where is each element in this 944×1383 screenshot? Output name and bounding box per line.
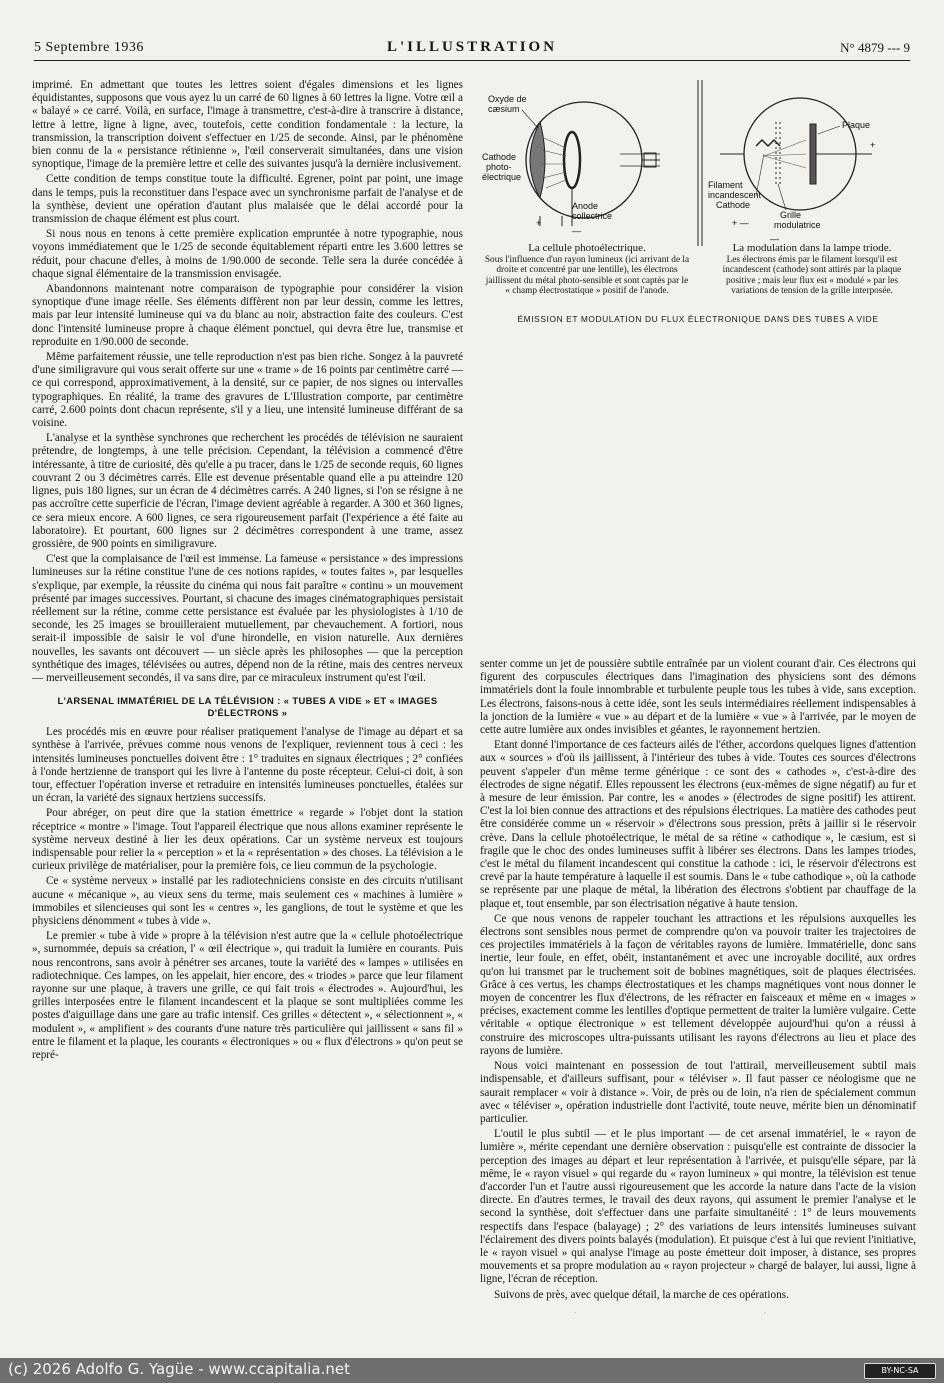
label-grille: Grille — [780, 210, 802, 220]
paragraph: C'est que la complaisance de l'œil est immense. La fameuse « persistance » des impressions lumineuses sur la rétine constitue l'une de ces notions rapides, « toutes faites », par lesquelles s'explique, par exemple, la réussite du cinéma qui nous fait paraître « continu » un mouvement présenté par images successives. Pourtant, si chacune des images cinématographiques persistait réellement sur la rétine, comme cette persistance est évaluée par les physiologistes à 1/10 de seconde, les 25 images se brouilleraient mutuellement, par chevauchement. A fortiori, nous serait-il impossible de saisir le vol d'une hirondelle, en vision naturelle. Aux dernières nouvelles, les savants ont découvert — un siècle après les philosophes — que la perception synthétique des images, télévisées ou autres, dépend non de la rétine, mais des centres nerveux — merveilleusement secondés, il va sans dire, par ce miraculeux instrument qu'est l'œil. — [32, 553, 463, 684]
vacuum-tube-diagrams — [480, 76, 916, 252]
photoelectric-cell-illustration — [482, 94, 660, 236]
paragraph: Etant donné l'importance de ces facteurs ailés de l'éther, accordons quelques lignes d'attention aux « sources » d'où ils jaillissent, à l'intérieur des tubes à vide. Toutes ces sources d'électrons peuvent s'appeler d'un même terme générique : ce sont des « cathodes », c'est-à-dire des électrodes de signe négatif. Elles repoussent les électrons (eux-mêmes de signe négatif) au fur et à mesure de leur émission. Par contre, les « anodes » (électrodes de signe positif) les attirent. C'est la loi bien connue des attractions et des répulsions électriques. La matière des cathodes peut être considérée comme un « réservoir » d'électrons sous pression, prêts à jaillir si le réservoir crève. Dans la cellule photoélectrique, le métal de sa rétine « cathodique », le cæsium, est si fragile que le choc des ondes lumineuses suffit à libérer ses électrons. Dans les lampes triodes, c'est le métal du filament incandescent qui constitue la cathode : ici, le réservoir d'électrons est crevé par la haute température à laquelle il est soumis. Dans le « tube cathodique », où la cathode se représente par une plaque de métal, la libération des électrons s'obtient par chauffage de la plaque et, tout ensemble, par son électrisation négative à haute tension. — [480, 739, 916, 910]
copyright-text: (c) 2026 Adolfo G. Yagüe - www.ccapitalia.net — [8, 1360, 350, 1378]
paragraph: Les procédés mis en œuvre pour réaliser pratiquement l'analyse de l'image au départ et sa synthèse à l'arrivée, prévues comme nous venons de l'expliquer, reviennent tous à ceci : les intensités lumineuses ponctuelles doivent être : 1° traduites en signaux électriques ; 2° confiées à l'onde hertzienne de transport qui les livre à l'antenne du poste récepteur. Celui-ci doit, à son tour, effectuer l'opération inverse et retraduire en intensités lumineuses ponctuelles, étalées sur un écran, la variété des signaux hertziens successifs. — [32, 726, 463, 805]
caption-text: Sous l'influence d'un rayon lumineux (ici arrivant de la droite et concentré par une lentille), les électrons jaillissent du métal photo-sensible et sont captés par le « champ électrostatique » positif de l'anode. — [484, 255, 690, 297]
paragraph: Cette condition de temps constitue toute la difficulté. Egrener, point par point, une image dans le temps, puis la reconstituer dans l'espace avec un synchronisme parfait de l'analyse et de la synthèse, devient une opération d'autant plus malaisée que le délai accordé pour la transmission de chaque élément est plus court. — [32, 173, 463, 226]
label-anode-2: collectrice — [572, 211, 613, 221]
left-column — [32, 79, 463, 1309]
plus-sign-plaque: + — [870, 140, 876, 150]
section-title-arsenal: L'ARSENAL IMMATÉRIEL DE LA TÉLÉVISION : « TUBES A VIDE » ET « IMAGES D'ÉLECTRONS » — [57, 695, 438, 719]
figure-title: ÉMISSION ET MODULATION DU FLUX ÉLECTRONIQUE DANS DES TUBES A VIDE — [517, 314, 879, 324]
paragraph: Le premier « tube à vide » propre à la télévision n'est autre que la « cellule photoélectrique », surnommée, depuis sa création, l' « œil électrique », qui traduit la lumière en courants. Puis nous rencontrons, sans avoir à pénétrer ses arcanes, toute la variété des « lampes » utilisées en radiotechnique. Ces lampes, on les appelait, hier encore, des « triodes » parce que leur filament rayonne sur une plaque, à travers une grille, ce qui fait trois « électrodes ». Aujourd'hui, les grilles interposées entre le filament incandescent et la plaque se sont multipliées comme les postes d'aiguillage dans une gare au trafic intensif. Ces grilles « détectent », « sélectionnent », « modulent », « amplifient » des courants d'une nature très particulière qui jaillissent « sans fil » entre le filament et la plaque, les courants « électroniques » ou « flux d'électrons » qu'on peut se repré- — [32, 930, 463, 1062]
paragraph: Suivons de près, avec quelque détail, la marche de ces opérations. — [494, 1288, 789, 1301]
paragraph: Ce « système nerveux » installé par les radiotechniciens consiste en des circuits n'utilisant aucune « mécanique », au vieux sens du terme, mais seulement ces « machines à lumière » immobiles et silencieuses qui sont les « centres », les ganglions, de tout le système et que les physiciens dénomment « tubes à vide ». — [32, 875, 463, 927]
right-column — [480, 658, 916, 1313]
paragraph: Pour abréger, on peut dire que la station émettrice « regarde » l'objet dont la station réceptrice « montre » l'image. Tout l'appareil électrique que nous allons examiner représente le système nerveux destiné à lier les deux opérations. Car un système nerveux est toujours indispensable pour relier la « perception » et la « représentation » des choses. La télévision a le curieux privilège de matérialiser, pour la première fois, ce lieu commun de la psychologie. — [32, 807, 463, 873]
section-title-emission — [480, 1312, 916, 1313]
paragraph: Ce que nous venons de rappeler touchant les attractions et les répulsions auxquelles les électrons sont sensibles nous permet de comprendre qu'on va pouvoir traiter les trajectoires de ces projectiles immatériels à la façon de véritables rayons de lumière. Immatérielle, donc sans inertie, leur foule, en effet, obéit, instantanément et avec une incroyable docilité, aux ordres qu'on lui transmet par le truchement soit de bobines magnétiques, soit de plaques électrisées. Grâce à ces vertus, les champs électrostatiques et les champs magnétiques vont nous donner le moyen de concentrer les flux d'électrons, de les réfracter en faisceaux et même en « images » précises, exactement comme les lentilles d'optique permettent de traiter la lumière vulgaire. Cette véritable « optique électronique » est tellement développée aujourd'hui qu'on a réussi à construire des microscopes ultra-puissants utilisant les rayons d'électrons au lieu et place des rayons de lumière. — [480, 912, 916, 1057]
label-cathode-photo-3: électrique — [482, 172, 522, 182]
plusminus-sign: + — — [732, 218, 749, 228]
page-number: N° 4879 --- 9 — [840, 40, 910, 55]
caption-title: La modulation dans la lampe triode. — [732, 242, 892, 254]
caption-photoelectric-cell — [484, 242, 690, 297]
label-filament-2: incandescent — [708, 190, 762, 200]
plus-sign: — — [572, 226, 581, 236]
paragraph: imprimé. En admettant que toutes les lettres soient d'égales dimensions et les lignes équidistantes, supposons que vous ayez lu un carré de 60 lignes à 60 lettres la ligne. Votre œil a « balayé » ce carré. Voilà, en surface, l'image à transmettre, c'est-à-dire à transcrire à distance, lettre à lettre, ligne à ligne, avec, toutefois, cette condition fondamentale : la lecture, la transmission, la transcription doivent s'effectuer en 1/25 de seconde. Ainsi, par le phénomène bien connu de la « persistance rétinienne », l'œil conserverait simultanées, dans une vision synoptique, l'image de la première lettre et celle des suivantes jusqu'à la dernière inclusivement. — [32, 79, 463, 171]
cc-license-badge: BY-NC-SA — [864, 1363, 936, 1379]
paragraph: Nous voici maintenant en possession de tout l'attirail, merveilleusement subtil mais indispensable, et d'ailleurs suffisant, pour « téléviser ». Il faut passer ce néologisme que ne saurait remplacer « voir à distance ». Voir, de près ou de loin, n'a rien de spécialement commun avec « téléviser », opération industrielle dont l'activité, toute neuve, mérite bien un dénominatif particulier. — [480, 1060, 916, 1125]
label-cathode-photo: Cathode — [482, 152, 517, 162]
copyright-footer — [0, 1358, 944, 1383]
triode-lamp-illustration — [708, 98, 875, 244]
label-plaque: Plaque — [842, 120, 871, 130]
tube-diagram-figure — [480, 76, 916, 328]
label-filament-3: Cathode — [716, 200, 751, 210]
label-filament: Filament — [708, 180, 743, 190]
label-cathode-photo-2: photo- — [486, 162, 512, 172]
paragraph: senter comme un jet de poussière subtile entraînée par un violent courant d'air. Ces électrons qui figurent des corpuscules électriques dans l'imagination des physiciens sont des démons immatériels dont la foule innombrable et turbulente peuple tous les tubes à vide, sans exception. Les électrons, faisons-nous à cette idée, sont les seuls intermédiaires réellement indispensables à la jonction de la lumière « vue » au départ et de la lumière « vue » à l'arrivée, par le moyen de cette autre lumière aux ondes invisibles et géantes, le rayonnement hertzien. — [480, 658, 916, 737]
caption-title: La cellule photoélectrique. — [528, 242, 646, 254]
label-caesium: cæsium — [488, 104, 520, 114]
paragraph: L'analyse et la synthèse synchrones que recherchent les procédés de télévision ne sauraient prétendre, de longtemps, à une telle précision. Cependant, la télévision a commencé d'être intéressante, à titre de curiosité, dès qu'elle a pu tracer, dans le 1/25 de seconde requis, 60 lignes couvrant 2 ou 3 décimètres carrés. Elle est devenue présentable quand elle a pu atteindre 120 lignes, puis 180 lignes, sur un écran de 4 décimètres carrés. A 240 lignes, si l'on se résigne à ne pas accroître cette superficie de l'écran, l'image devient agréable à regarder. A 300 et 360 lignes, ce sera mieux encore. A 600 lignes, ce sera rigoureusement parfait (l'expérience a été faite au laboratoire). Et pourtant, 600 lignes sur 2 décimètres correspondent à une trame, assez grossière, de 900 points en similigravure. — [32, 432, 463, 550]
paragraph: Même parfaitement réussie, une telle reproduction n'est pas bien riche. Songez à la pauvreté d'une similigravure qui vous serait offerte sur une « trame » de 16 points par centimètre carré — ce qui correspond, approximativement, à la densité, sur ce papier, de nos signes ou intervalles typographiques. En réalité, la trame des gravures de L'Illustration comporte, par centimètre carré, 2.600 points dont chacun représente, s'il y a lieu, une intensité lumineuse différant de sa voisine. — [32, 351, 463, 430]
label-oxyde: Oxyde de — [488, 94, 527, 104]
page-header — [34, 40, 910, 61]
label-anode: Anode — [572, 201, 599, 211]
paragraph: L'outil le plus subtil — et le plus important — de cet arsenal immatériel, le « rayon de lumière », mérite cependant une dernière observation : puisqu'elle est contrainte de dissocier la perception des images au départ et leur représentation à l'arrivée, et puisqu'elle sépare, par là même, le « rayon visuel » qui regarde du « rayon lumineux » qui montre, la télévision est tenue d'accorder l'un et l'autre aussi rigoureusement que les accorde la nature dans l'acte de la vision directe. En d'autres termes, le travail des deux rayons, qui assument le premier l'analyse et le second la synthèse, doit s'effectuer dans une parfaite simultanéité : 1° de leurs mouvements respectifs dans l'espace (balayage) ; 2° des variations de leurs intensités lumineuses suivant l'éclairement des divers points balayés (modulation). Et puisque c'est à lui que revient l'initiative, le « rayon visuel » qui analyse l'image au poste émetteur doit imposer, à distance, ses propres mouvements et sa propre modulation au « rayon projecteur » chargé de balayer, lui aussi, ligne à ligne, l'écran de réception. — [480, 1128, 916, 1286]
paragraph: Abandonnons maintenant notre comparaison de typographie pour considérer la vision synoptique d'une image réelle. Ses éléments diffèrent non par leur dessin, comme les lettres, mais par leur intensité lumineuse qui va du blanc au noir, abstraction faite des couleurs. C'est donc l'intensité lumineuse propre à chaque élément ponctuel, qui devra être lue, transmise et reproduite en 1/90.000 de seconde. — [32, 283, 463, 348]
paragraph: Si nous nous en tenons à cette première explication empruntée à notre typographie, nous voyons immédiatement que le 1/25 de seconde équitablement réparti entre les 3.600 lettres se réduit, pour chacune d'elles, à moins de 1/90.000 de seconde. Telle sera la durée concédée à chaque signal élémentaire de la transmission envisagée. — [32, 228, 463, 280]
minus-sign-grille: — — [770, 234, 779, 244]
caption-text: Les électrons émis par le filament lorsqu'il est incandescent (cathode) sont attirés par la plaque positive ; mais leur flux est « modulé » par les variations de tension de la grille interposée. — [722, 255, 902, 297]
label-grille-2: modulatrice — [774, 220, 821, 230]
issue-date: 5 Septembre 1936 — [34, 40, 144, 55]
minus-sign: + — [536, 218, 542, 228]
magazine-title: L'ILLUSTRATION — [386, 39, 558, 55]
caption-triode — [712, 242, 912, 297]
